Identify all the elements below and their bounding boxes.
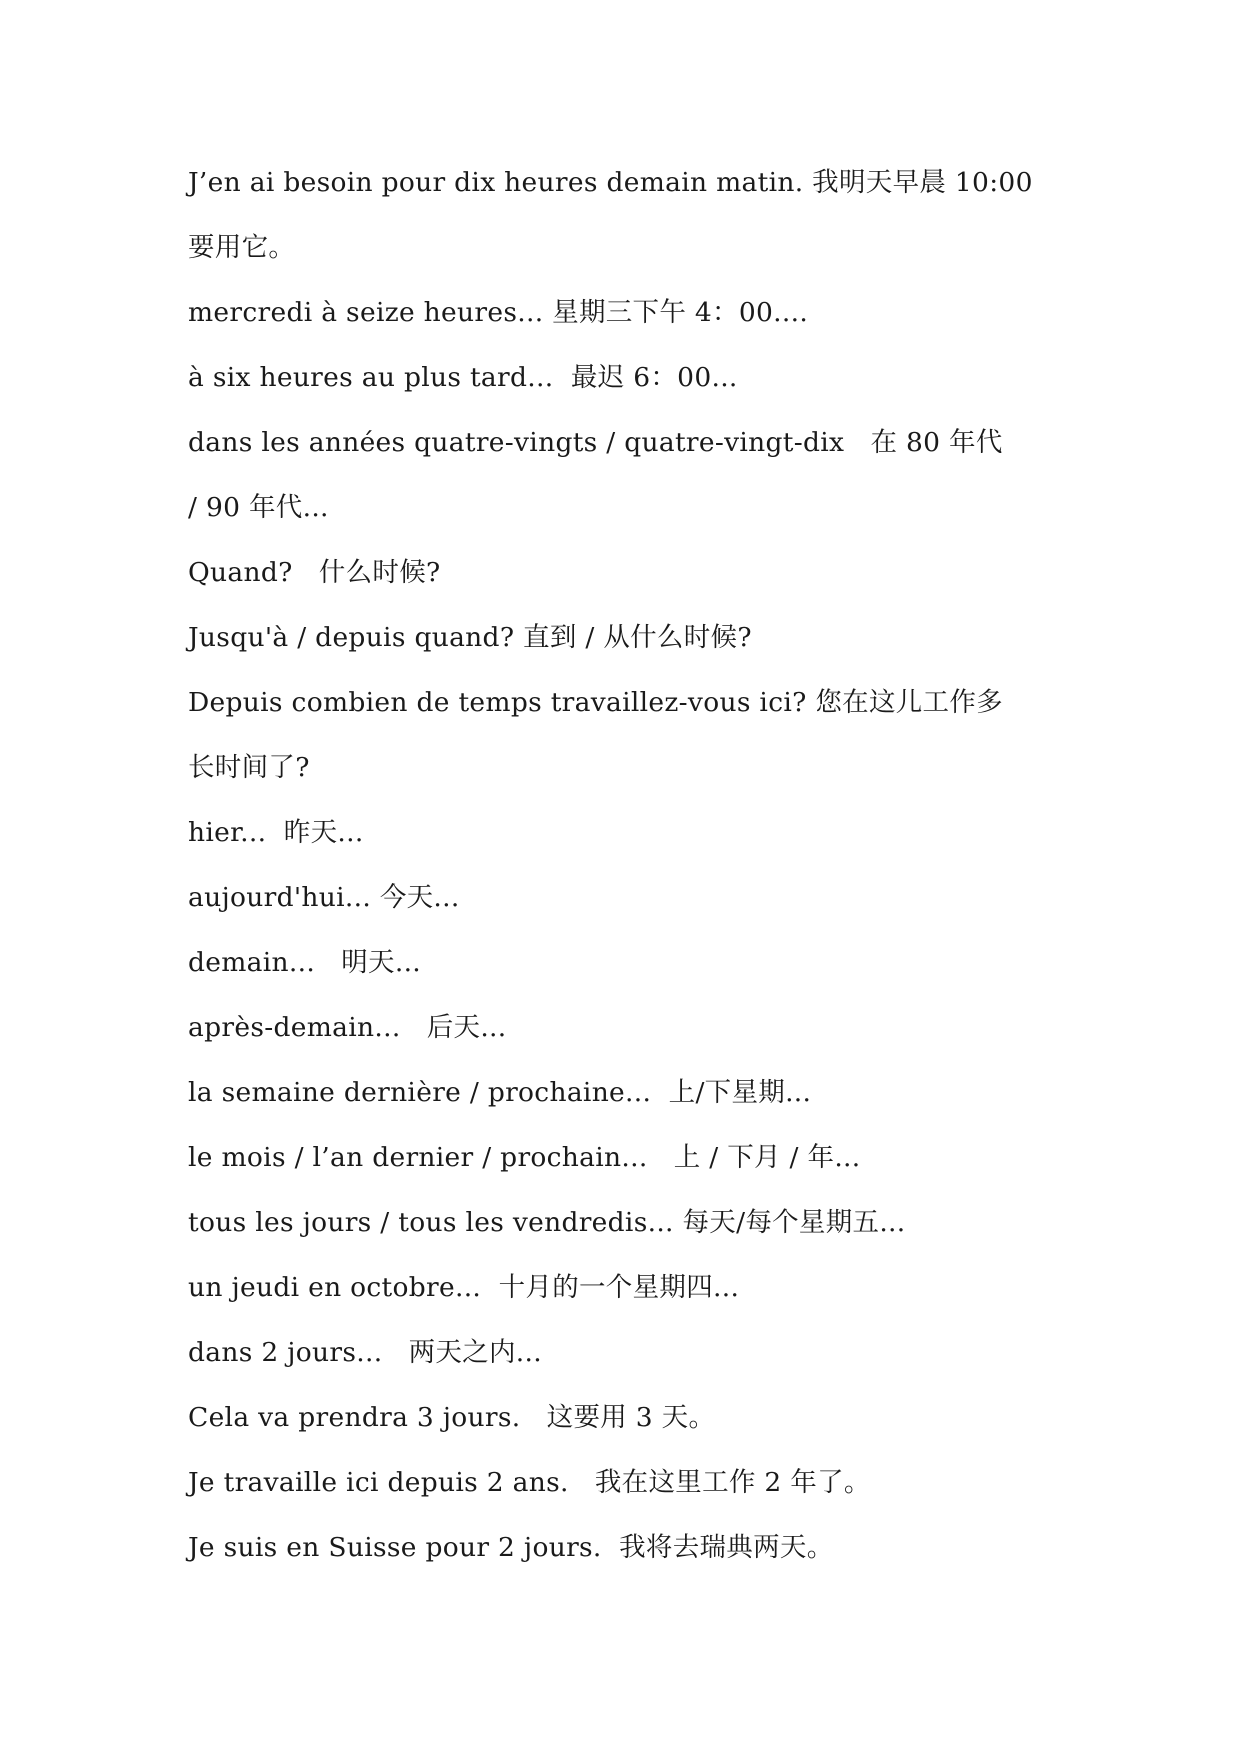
text-line: Quand? 什么时候? xyxy=(188,557,441,588)
text-line: Je travaille ici depuis 2 ans. 我在这里工作 2 年了。 xyxy=(188,1467,871,1498)
text-line: J’en ai besoin pour dix heures demain matin. 我明天早晨 10:00 xyxy=(188,167,1033,198)
text-line: aujourd'hui... 今天... xyxy=(188,882,460,913)
text-line: 要用它。 xyxy=(188,232,296,263)
text-line: la semaine dernière / prochaine... 上/下星期... xyxy=(188,1077,812,1108)
text-line: Cela va prendra 3 jours. 这要用 3 天。 xyxy=(188,1402,716,1433)
text-line: demain... 明天... xyxy=(188,947,422,978)
text-line: Je suis en Suisse pour 2 jours. 我将去瑞典两天。 xyxy=(188,1532,834,1563)
text-line: un jeudi en octobre... 十月的一个星期四... xyxy=(188,1272,740,1303)
text-line: après-demain... 后天... xyxy=(188,1012,507,1043)
text-line: tous les jours / tous les vendredis... 每天/每个星期五... xyxy=(188,1207,906,1238)
text-line: à six heures au plus tard... 最迟 6：00... xyxy=(188,362,738,393)
text-line: Jusqu'à / depuis quand? 直到 / 从什么时候? xyxy=(188,622,752,653)
text-line: le mois / l’an dernier / prochain... 上 / 下月 / 年... xyxy=(188,1142,861,1173)
text-line: hier... 昨天... xyxy=(188,817,364,848)
text-line: dans les années quatre-vingts / quatre-vingt-dix 在 80 年代 xyxy=(188,427,1003,458)
text-line: mercredi à seize heures... 星期三下午 4：00.... xyxy=(188,297,809,328)
text-line: Depuis combien de temps travaillez-vous ici? 您在这儿工作多 xyxy=(188,687,1003,718)
text-line: / 90 年代... xyxy=(188,492,329,523)
text-line: 长时间了? xyxy=(188,752,310,783)
text-line: dans 2 jours... 两天之内... xyxy=(188,1337,542,1368)
document-body xyxy=(188,158,1088,1588)
